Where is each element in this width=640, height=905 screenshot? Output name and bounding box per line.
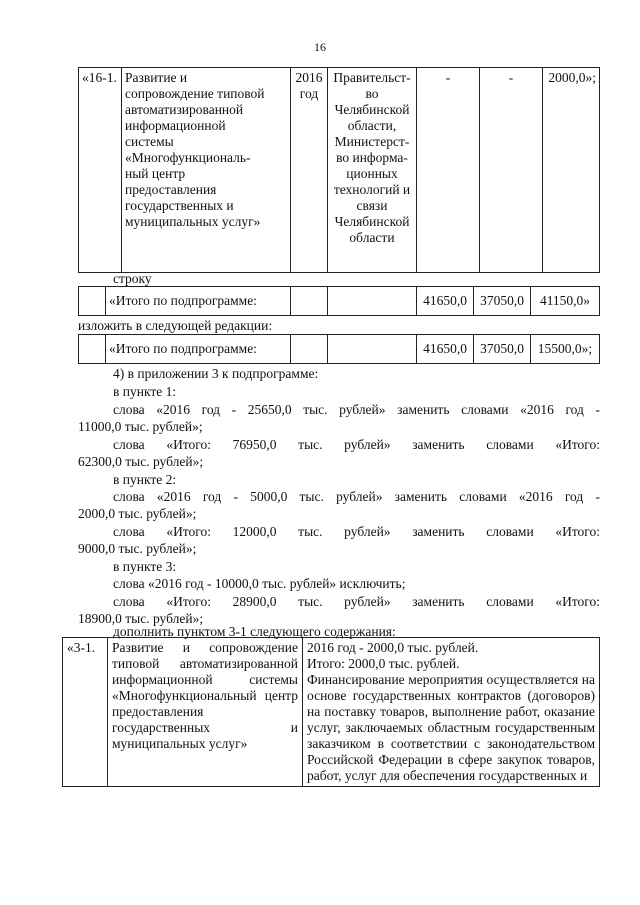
item-number: «16-1. — [79, 68, 122, 273]
item-value-2: - — [480, 68, 543, 273]
total-row-new — [78, 334, 600, 364]
paragraph-punkt1: в пункте 1: — [113, 384, 177, 399]
paragraph-punkt2: в пункте 2: — [113, 472, 177, 487]
item-description: 2016 год - 2000,0 тыс. рублей. Итого: 2000,0 тыс. рублей. Финансирование мероприятия осуществляется на основе государственных контрактов (договоров) на поставку товаров, выполнение работ, оказание услуг, заключаемых областным государственным заказчиком в соответствии с законодательством Российской Федерации в сфере закупок товаров, работ, услуг для обеспечения государственных и — [303, 638, 600, 787]
total-value-2: 37050,0 — [474, 335, 531, 364]
total-row-old — [78, 286, 600, 316]
paragraph-line: 9000,0 тыс. рублей»; — [78, 541, 197, 556]
program-table-3-1 — [62, 637, 600, 787]
item-name: Развитие и сопровождение типовой автоматизированной информационной системы «Многофункциональ- ный центр предоставления государственных и муниципальных услуг» — [122, 68, 291, 273]
paragraph-line: слова «Итого: 12000,0 тыс. рублей» заменить словами «Итого: — [113, 524, 600, 539]
paragraph-4: 4) в приложении 3 к подпрограмме: — [113, 366, 319, 381]
paragraph-line: 18900,0 тыс. рублей»; — [78, 611, 204, 626]
item-executor: Правительст- во Челябинской области, Министерст- во информа- ционных технологий и связи Челябинской области — [328, 68, 417, 273]
paragraph-line: 2000,0 тыс. рублей»; — [78, 506, 197, 521]
item-number: «3-1. — [63, 638, 108, 787]
paragraph-line: слова «2016 год - 5000,0 тыс. рублей» заменить словами «2016 год - — [113, 489, 600, 504]
paragraph-line: дополнить пунктом 3-1 следующего содержания: — [113, 624, 396, 639]
total-value-1: 41650,0 — [417, 287, 474, 316]
page-number: 16 — [314, 40, 326, 54]
text-izlozhit: изложить в следующей редакции: — [78, 318, 273, 333]
item-year: 2016 год — [291, 68, 328, 273]
total-value-1: 41650,0 — [417, 335, 474, 364]
paragraph-line: слова «Итого: 28900,0 тыс. рублей» заменить словами «Итого: — [113, 594, 600, 609]
paragraph-punkt3: в пункте 3: — [113, 559, 177, 574]
paragraph-line: 11000,0 тыс. рублей»; — [78, 419, 203, 434]
item-name: Развитие и сопровождение типовой автоматизированной информационной системы «Многофункциональный центр предоставления государственных и муниципальных услуг» — [108, 638, 303, 787]
paragraph-line: слова «2016 год - 10000,0 тыс. рублей» исключить; — [113, 576, 406, 591]
item-value-3: 2000,0»; — [543, 68, 600, 273]
total-label: «Итого по подпрограмме: — [106, 287, 291, 316]
total-value-2: 37050,0 — [474, 287, 531, 316]
text-stroku: строку — [113, 271, 152, 286]
paragraph-line: слова «Итого: 76950,0 тыс. рублей» заменить словами «Итого: — [113, 437, 600, 452]
total-value-3: 41150,0» — [531, 287, 600, 316]
paragraph-line: 62300,0 тыс. рублей»; — [78, 454, 204, 469]
total-label: «Итого по подпрограмме: — [106, 335, 291, 364]
item-value-1: - — [417, 68, 480, 273]
paragraph-line: слова «2016 год - 25650,0 тыс. рублей» заменить словами «2016 год - — [113, 402, 600, 417]
total-value-3: 15500,0»; — [531, 335, 600, 364]
program-table-16-1 — [78, 67, 600, 273]
